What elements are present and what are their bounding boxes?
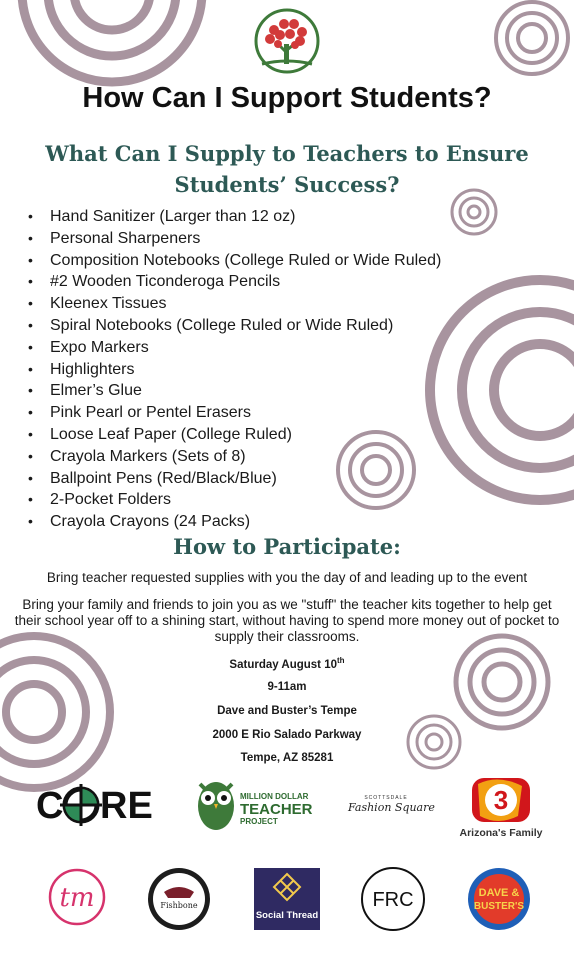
arizonas-family-logo [458,776,544,840]
supply-item-text: Hand Sanitizer (Larger than 12 oz) [50,208,296,225]
supply-list-item [28,250,441,272]
bullet-icon: • [28,469,33,486]
event-street: 2000 E Rio Salado Parkway [212,729,362,741]
supply-item-text: Kleenex Tissues [50,295,167,313]
frc-text: FRC [372,889,414,911]
supply-item-text: Ballpoint Pens (Red/Black/Blue) [50,469,277,487]
supply-item-text: Loose Leaf Paper (College Ruled) [50,425,292,443]
fishbone-logo-icon [146,866,212,932]
participate-heading: How to Participate: [173,534,401,559]
supply-item-text: Elmer’s Glue [50,382,142,400]
supply-list-item [28,424,441,446]
event-date [0,656,574,671]
event-city: Tempe, AZ 85281 [240,752,334,764]
supply-list-item [28,468,441,490]
ring-group-top-right [496,2,568,74]
db-line2: BUSTER'S [473,901,525,912]
bullet-icon: • [28,208,33,224]
fashion-text: Fashion Square [348,801,435,814]
bullet-icon: • [28,447,33,464]
frc-logo [360,866,426,932]
scottsdale-fashion-square-logo [348,795,435,825]
event-date-suffix: th [337,656,345,665]
owl-icon [194,774,238,832]
fishbone-text: Fishbone [160,901,198,910]
bullet-icon: • [28,229,33,246]
supply-item-text: Highlighters [50,360,135,378]
bullet-icon: • [28,491,33,508]
bullet-icon: • [28,295,33,312]
supply-item-text: Crayola Markers (Sets of 8) [50,447,246,465]
supply-item-text: 2-Pocket Folders [50,491,171,509]
tm-text: tm [59,883,95,913]
subtitle: What Can I Supply to Teachers to Ensure Students’ Success? [45,141,529,197]
supply-list-item [28,293,441,315]
supply-item-text: Expo Markers [50,338,149,356]
svg-text:RE: RE [100,785,153,826]
supply-item-text: #2 Wooden Ticonderoga Pencils [50,273,281,291]
mdtp-line1: MILLION DOLLAR [240,792,309,801]
bullet-icon: • [28,251,33,268]
ring-group-big-right [430,280,574,500]
supply-item-text: Personal Sharpeners [50,229,201,247]
supply-item-text: Pink Pearl or Pentel Erasers [50,404,251,422]
supply-list-item [28,271,441,293]
svg-text:C: C [36,785,64,826]
supply-list-item [28,337,441,359]
bullet-icon: • [28,513,33,530]
dave-and-busters-icon [466,866,532,932]
fashion-small-text: SCOTTSDALE [364,795,408,801]
supply-list-item [28,315,441,337]
social-thread-icon [254,868,320,908]
frc-logo-icon [360,866,426,932]
mdtp-line2: TEACHER [240,801,313,818]
supply-list-item [28,402,441,424]
supply-item-text: Crayola Crayons (24 Packs) [50,513,251,531]
million-dollar-teacher-project-logo [194,774,314,832]
core-logo [36,784,158,826]
mdtp-line3: PROJECT [240,817,278,826]
supply-list-item [28,446,441,468]
channel-3-icon [458,776,544,824]
tm-logo-icon [48,868,106,926]
supply-list-item [28,380,441,402]
event-time: 9-11am [267,681,307,693]
supply-list-item [28,228,441,250]
bullet-icon: • [28,404,33,421]
bullet-icon: • [28,382,33,399]
bullet-icon: • [28,273,33,290]
dave-and-busters-logo [466,866,532,932]
bullet-icon: • [28,360,33,377]
supply-item-text: Spiral Notebooks (College Ruled or Wide Ruled) [50,316,394,334]
participate-line-2: Bring your family and friends to join you as we "stuff" the teacher kits together to help get their school year off to a shining start, without having to spend more money out of pocket to supply their classrooms. [14,597,560,644]
bullet-icon: • [28,316,33,333]
az3-num: 3 [493,785,509,815]
tree-logo-icon [254,8,320,74]
supply-list-item [28,206,441,228]
supply-list-item [28,511,441,533]
supply-list-item [28,359,441,381]
participate-line-1: Bring teacher requested supplies with you the day of and leading up to the event [46,570,528,585]
supply-list-item [28,489,441,511]
core-logo-icon [36,784,158,826]
page-title: How Can I Support Students? [82,82,492,114]
tm-logo [48,868,106,926]
social-thread-logo [254,868,320,930]
bullet-icon: • [28,338,33,355]
az3-text: Arizona's Family [459,827,543,839]
supply-list [28,206,441,533]
event-venue: Dave and Buster’s Tempe [217,705,357,717]
db-line1: DAVE & [478,887,520,899]
bullet-icon: • [28,425,33,442]
ring-group-top-left [22,0,202,82]
supply-item-text: Composition Notebooks (College Ruled or Wide Ruled) [50,251,442,269]
fishbone-logo [146,866,212,932]
event-date-text: Saturday August 10 [229,658,337,671]
social-thread-text: Social Thread [255,910,319,921]
